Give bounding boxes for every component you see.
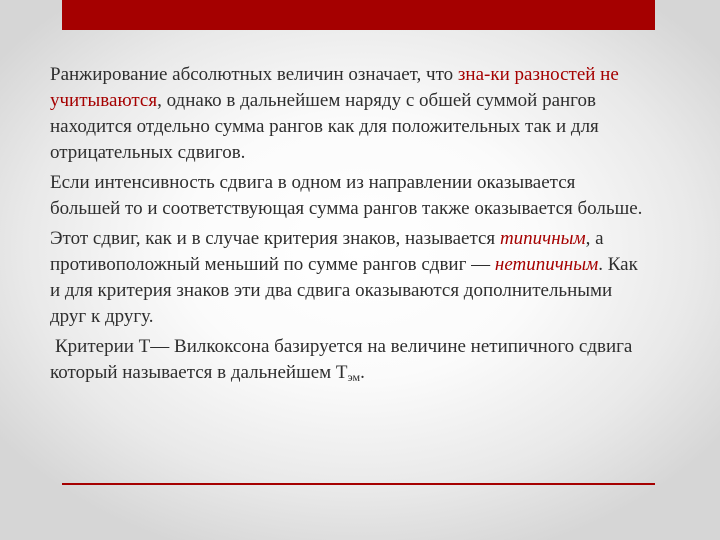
paragraph-typical-shift [50, 226, 650, 330]
term-atypical: нетипичным [494, 254, 599, 275]
paragraph-wilcoxon-end: . [360, 362, 365, 383]
subscript-em: эм [347, 370, 361, 384]
header-accent-bar [62, 0, 655, 30]
paragraph-typical-tail: . Как и для критерия знаков эти два сдвига оказываются дополнительными друг к другу. [50, 254, 638, 327]
paragraph-wilcoxon [50, 334, 650, 386]
paragraph-wilcoxon-text: Критерии Т— Вилкоксона базируется на величине нетипичного сдвига который называется в дальнейшем Т [50, 336, 633, 383]
slide-body [50, 62, 650, 390]
paragraph-ranking [50, 62, 650, 166]
paragraph-ranking-tail: , однако в дальнейшем наряду с обшей суммой рангов находится отдельно сумма рангов как для положительных так и для отрицательных сдвигов. [50, 90, 599, 163]
paragraph-typical-lead: Этот сдвиг, как и в случае критерия знаков, называется [50, 228, 500, 249]
paragraph-typical-middle: , а противоположный меньший по сумме рангов сдвиг — [50, 228, 604, 275]
paragraph-ranking-lead: Ранжирование абсолютных величин означает, что [50, 64, 458, 85]
highlight-signs-ignored: зна-ки разностей не учитываются [50, 64, 619, 111]
term-typical: типичным [499, 228, 586, 249]
paragraph-intensity-text: Если интенсивность сдвига в одном из направлении оказывается большей то и соответствующая сумма рангов также оказывается больше. [50, 172, 643, 219]
footer-rule [62, 483, 655, 485]
paragraph-intensity [50, 170, 650, 222]
